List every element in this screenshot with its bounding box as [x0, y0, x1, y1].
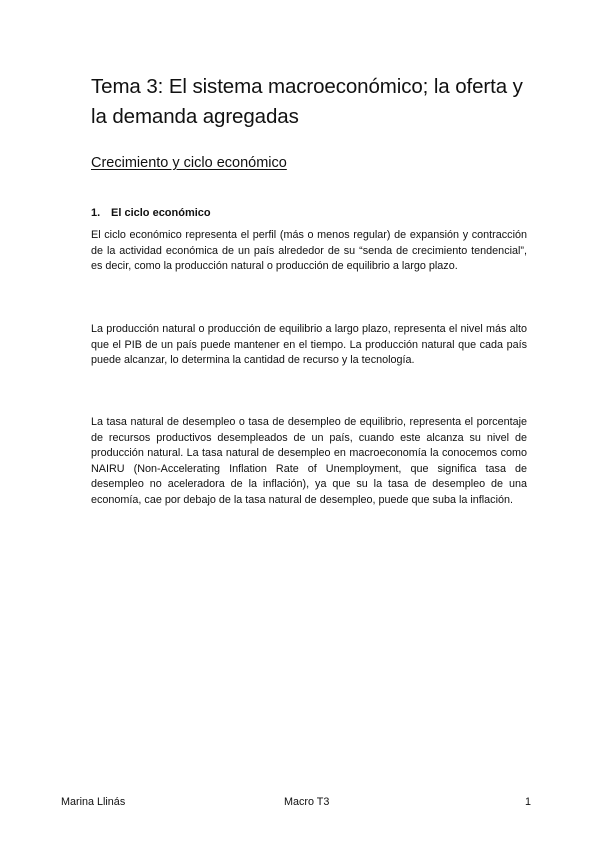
footer-author: Marina Llinás	[61, 796, 126, 808]
subsection-heading	[91, 205, 211, 221]
paragraph-ciclo-economico: El ciclo económico representa el perfil (más o menos regular) de expansión y contracción de la actividad económica de un país alrededor de su “senda de crecimiento tendencial”, es decir, como la producción natural o producción de equilibrio a largo plazo.	[91, 229, 527, 272]
page-title: Tema 3: El sistema macroeconómico; la oferta y la demanda agregadas	[91, 75, 523, 128]
section-heading: Crecimiento y ciclo económico	[91, 155, 287, 171]
paragraph-produccion-natural: La producción natural o producción de equilibrio a largo plazo, representa el nivel más alto que el PIB de un país puede mantener en el tiempo. La producción natural que cada país puede alcanzar, lo determina la cantidad de recurso y la tecnología.	[91, 323, 527, 366]
subsection-number: 1.	[91, 207, 101, 219]
subsection-title: El ciclo económico	[111, 207, 211, 219]
footer-page-number: 1	[525, 796, 532, 808]
paragraph-tasa-natural-desempleo: La tasa natural de desempleo o tasa de desempleo de equilibrio, representa el porcentaje de recursos productivos desempleados de un país, cuando este alcanza su nivel de producción natural. La tasa natural de desempleo en macroeconomía la conocemos como NAIRU (Non-Accelerating Inflation Rate of Unemployment, que significa tasa de desempleo no aceleradora de la inflación), ya que su la tasa de desempleo de una economía, cae por debajo de la tasa natural de desempleo, puede que suba la inflación.	[91, 416, 527, 506]
footer-course: Macro T3	[284, 796, 330, 808]
